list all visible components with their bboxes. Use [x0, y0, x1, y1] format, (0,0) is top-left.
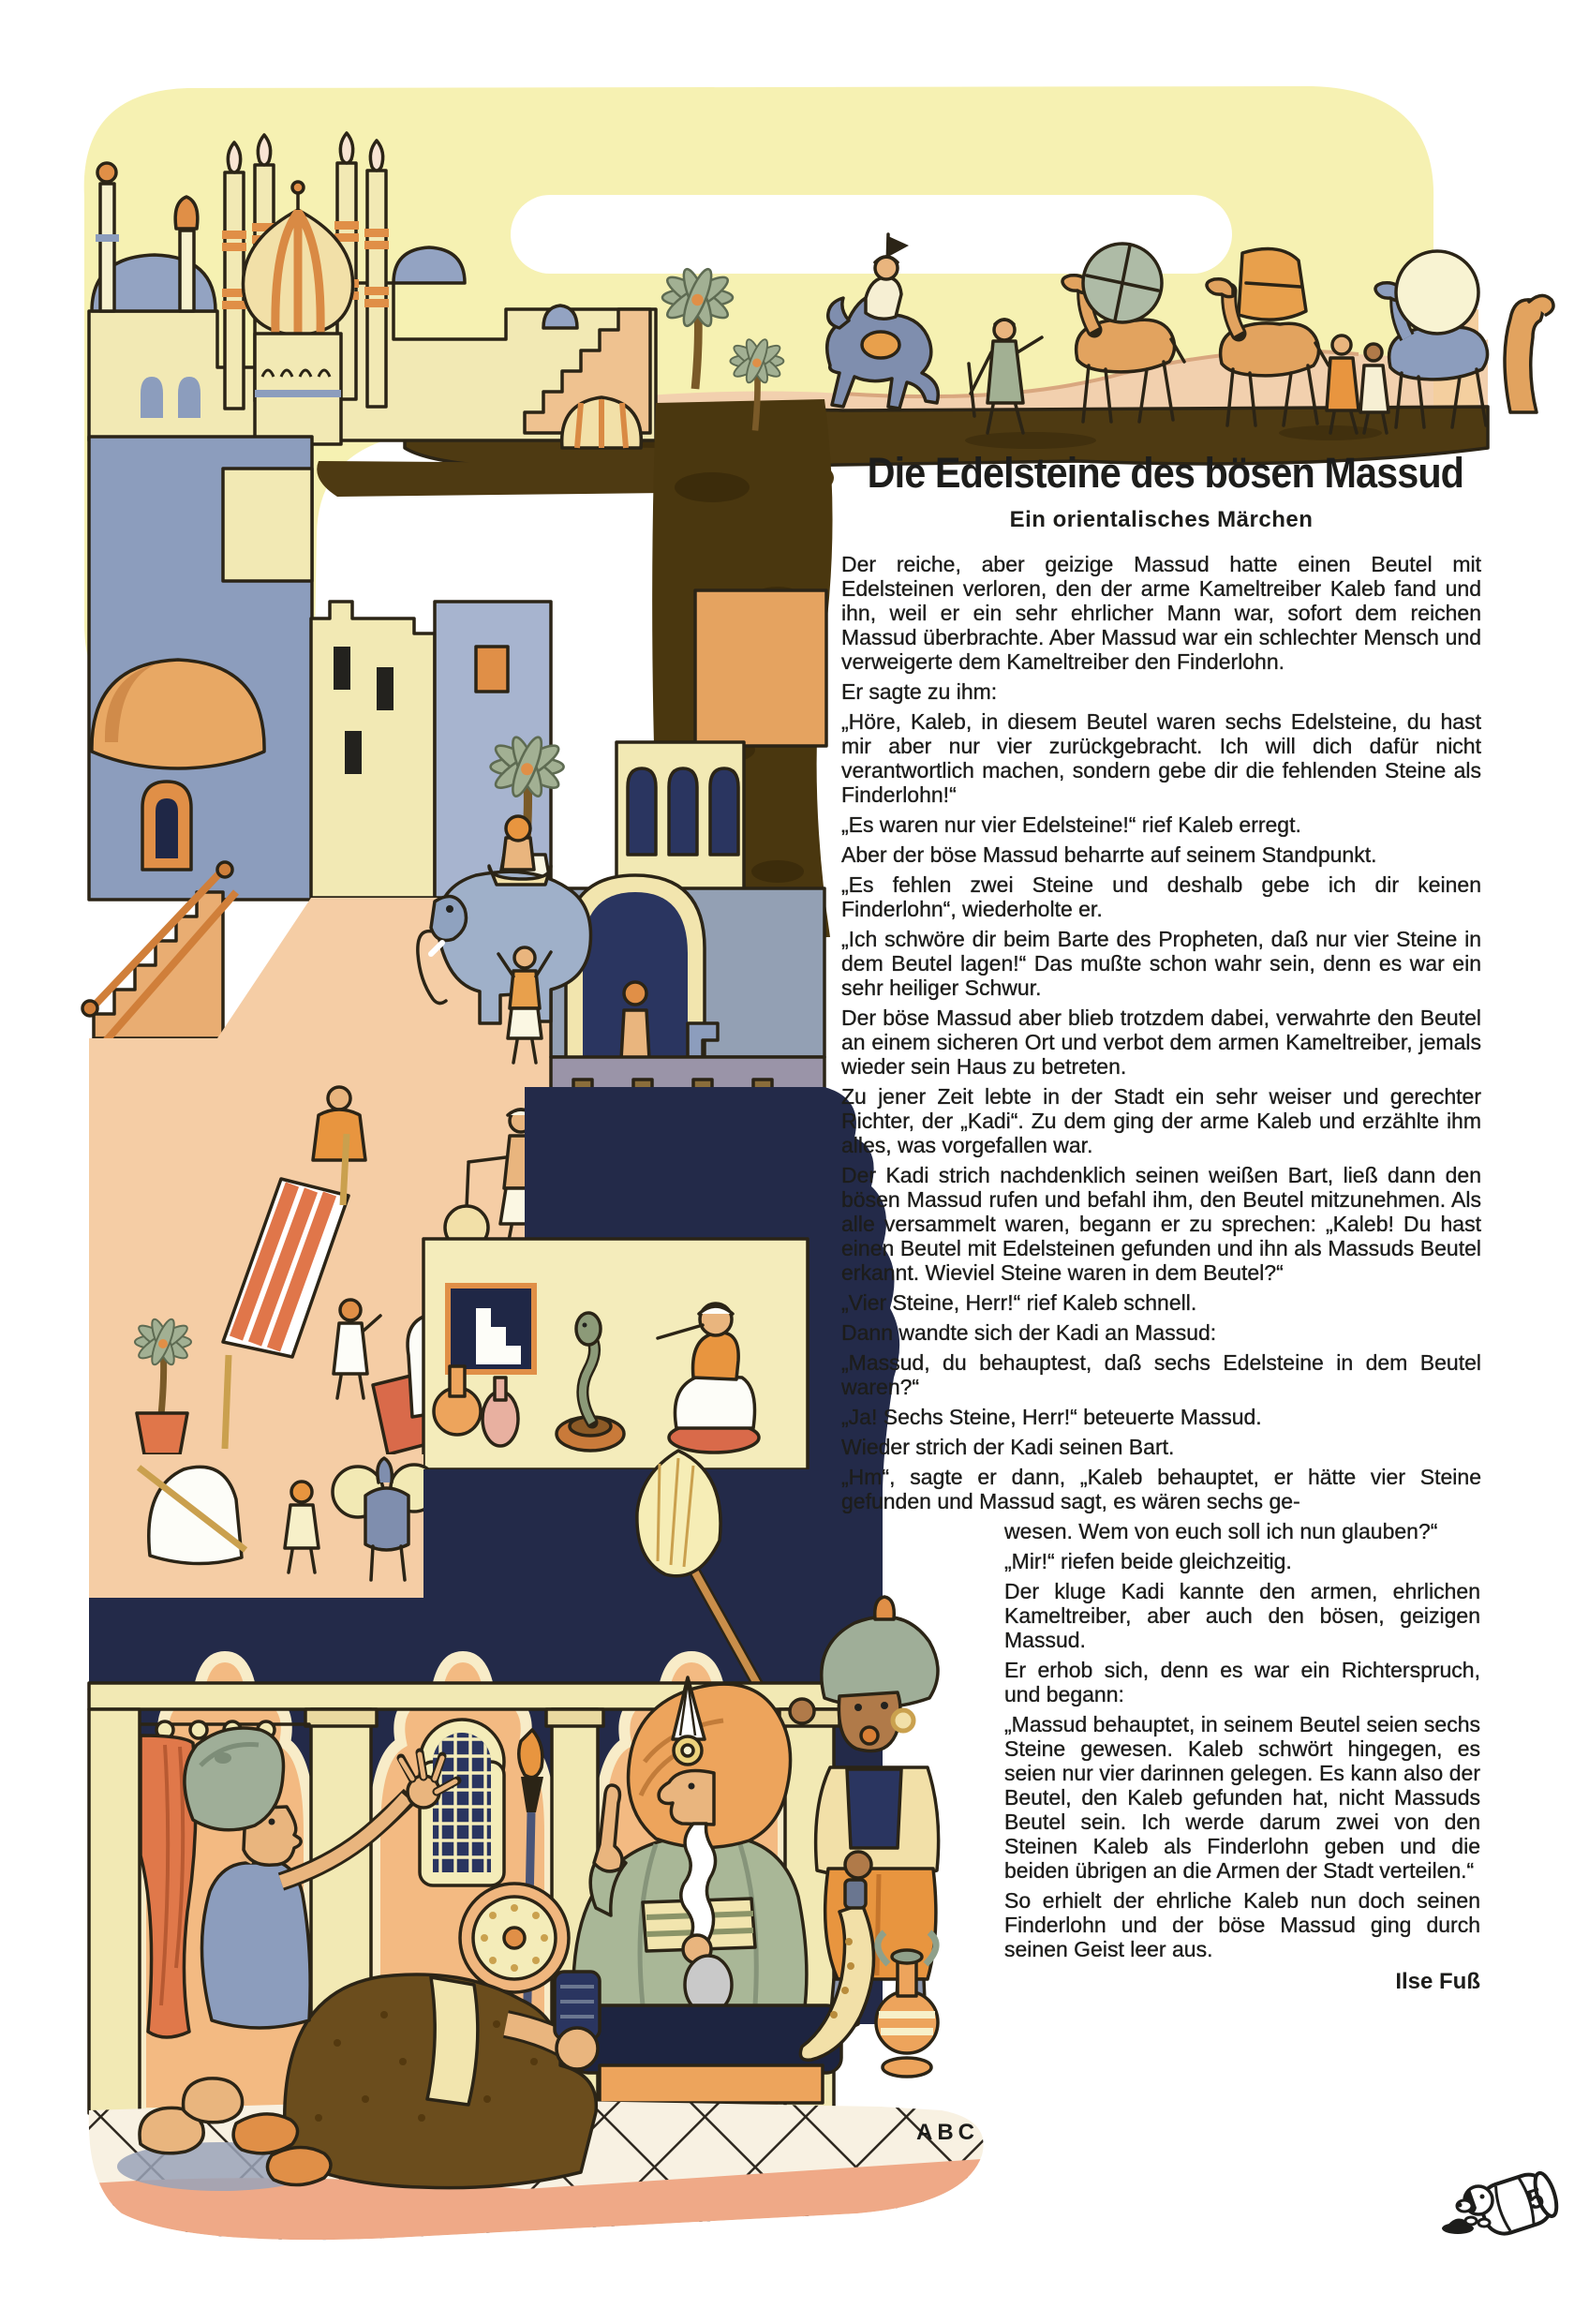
page-subtitle: Ein orientalisches Märchen — [1009, 507, 1314, 532]
snake-charmer-terrace — [423, 1239, 808, 1469]
shield — [460, 1884, 569, 1992]
story-paragraph: Zu jener Zeit lebte in der Stadt ein sehr weiser und gerechter Richter, der „Kadi“. Zu dem ging der arme Kaleb und erzählte ihm alles, was vorgefallen war. — [841, 1084, 1481, 1157]
story-paragraph: Der reiche, aber geizige Massud hatte einen Beutel mit Edelsteinen verloren, den der arme Kameltreiber Kaleb fand und ihn, weil er ein sehr ehrlicher Mann war, sofort dem reichen Massud überbrachte. Aber Massud war ein schlechter Mensch und verweigerte dem Kameltreiber den Finderlohn. — [841, 552, 1481, 674]
camel-head-right — [1505, 295, 1553, 412]
story-paragraph: Dann wandte sich der Kadi an Massud: — [841, 1320, 1217, 1345]
story-paragraph: Er erhob sich, denn es war ein Richterspruch, und begann: — [1004, 1658, 1480, 1706]
page-title: Die Edelsteine des bösen Massud — [867, 449, 1464, 497]
story-paragraph: „Vier Steine, Herr!“ rief Kaleb schnell. — [841, 1290, 1197, 1315]
market-strip — [89, 1454, 438, 1598]
story-paragraph: So erhielt der ehrliche Kaleb nun doch seinen Finderlohn und der böse Massud ging durch seinen Geist leer aus. — [1004, 1888, 1480, 1961]
story-paragraph: Aber der böse Massud beharrte auf seinem Standpunkt. — [841, 842, 1377, 867]
story-paragraph: „Mir!“ riefen beide gleichzeitig. — [1004, 1549, 1292, 1573]
story-paragraph: „Hm“, sagte er dann, „Kaleb behauptet, er hätte vier Steine gefunden und Massud sagt, es wären sechs ge- — [841, 1465, 1481, 1513]
story-text-column — [841, 449, 1481, 1995]
artist-signature: ABC — [916, 2120, 979, 2145]
story-paragraph: Der böse Massud aber blieb trotzdem dabei, verwahrte den Beutel an einem sicheren Ort und verbot dem armen Kameltreiber, jemals wieder sein Haus zu betreten. — [841, 1006, 1481, 1079]
arch-doorway — [566, 875, 718, 1078]
story-paragraph: „Es waren nur vier Edelsteine!“ rief Kaleb erregt. — [841, 812, 1301, 837]
story-paragraph: „Es fehlen zwei Steine und deshalb gebe ich dir keinen Finderlohn“, wiederholte er. — [841, 872, 1481, 921]
story-paragraph: Der Kadi strich nachdenklich seinen weißen Bart, ließ dann den bösen Massud rufen und befahl ihm, den Beutel mitzunehmen. Als alle versammelt waren, begann er zu sprechen: „Kaleb! Du hast einen Beutel mit Edelsteinen gefunden und ihn als Massuds Beutel erkannt. Wieviel Steine waren in dem Beutel?“ — [841, 1163, 1481, 1285]
story-paragraph: „Höre, Kaleb, in diesem Beutel waren sechs Edelsteine, du hast mir aber nur vier zurückgebracht. Ich will dich dafür nicht verantwortlich machen, sondern gebe dir die fehlenden Steine als Finderlohn!“ — [841, 709, 1481, 807]
kaleb-sash — [427, 1977, 478, 2105]
story-paragraph: „Ich schwöre dir beim Barte des Propheten, daß nur vier Steine in dem Beutel lagen!“ Das mußte schon wahr sein, denn es war ein sehr heiliger Schwur. — [841, 927, 1481, 1000]
minaret-ball — [96, 163, 119, 311]
kaleb-vest — [201, 1863, 310, 2028]
story-paragraph: Er sagte zu ihm: — [841, 679, 998, 704]
kaleb-fist — [557, 2028, 598, 2069]
story-paragraph: Der kluge Kadi kannte den armen, ehrlichen Kameltreiber, aber auch den bösen, geizigen Massud. — [1004, 1579, 1480, 1652]
flame-minaret — [364, 141, 389, 407]
keyhole-door — [142, 782, 191, 870]
story-narrow-column — [1004, 1519, 1480, 1995]
servant-hand-upper — [790, 1699, 814, 1723]
story-paragraph: „Ja! Sechs Steine, Herr!“ beteuerte Massud. — [841, 1405, 1262, 1429]
page-number: 5 — [1522, 2182, 1549, 2217]
minaret-onion — [175, 197, 198, 311]
page-number-barrel-icon — [1442, 2168, 1562, 2239]
author-byline: Ilse Fuß — [1395, 1969, 1480, 1994]
kaleb-turban — [185, 1728, 284, 1830]
story-paragraph: „Massud behauptet, in seinem Beutel seien sechs Steine gewesen. Kaleb schwört hingegen, es seien nur vier darinnen gelegen. Es kann also der Beutel, den Kaleb gefunden hat, nicht Massuds Beutel sein. Ich werde darum zwei von den Steinen Kaleb als Finderlohn geben und die beiden übrigen an die Armen der Stadt verteilen.“ — [1004, 1712, 1480, 1883]
story-paragraph: wesen. Wem von euch soll ich nun glauben?“ — [1004, 1519, 1438, 1543]
slipper — [267, 2147, 331, 2184]
story-paragraph: „Massud, du behauptest, daß sechs Edelsteine in dem Beutel waren?“ — [841, 1350, 1481, 1399]
arch-window-tower — [616, 742, 744, 892]
story-paragraph: Wieder strich der Kadi seinen Bart. — [841, 1435, 1175, 1459]
cream-tower — [311, 602, 435, 898]
